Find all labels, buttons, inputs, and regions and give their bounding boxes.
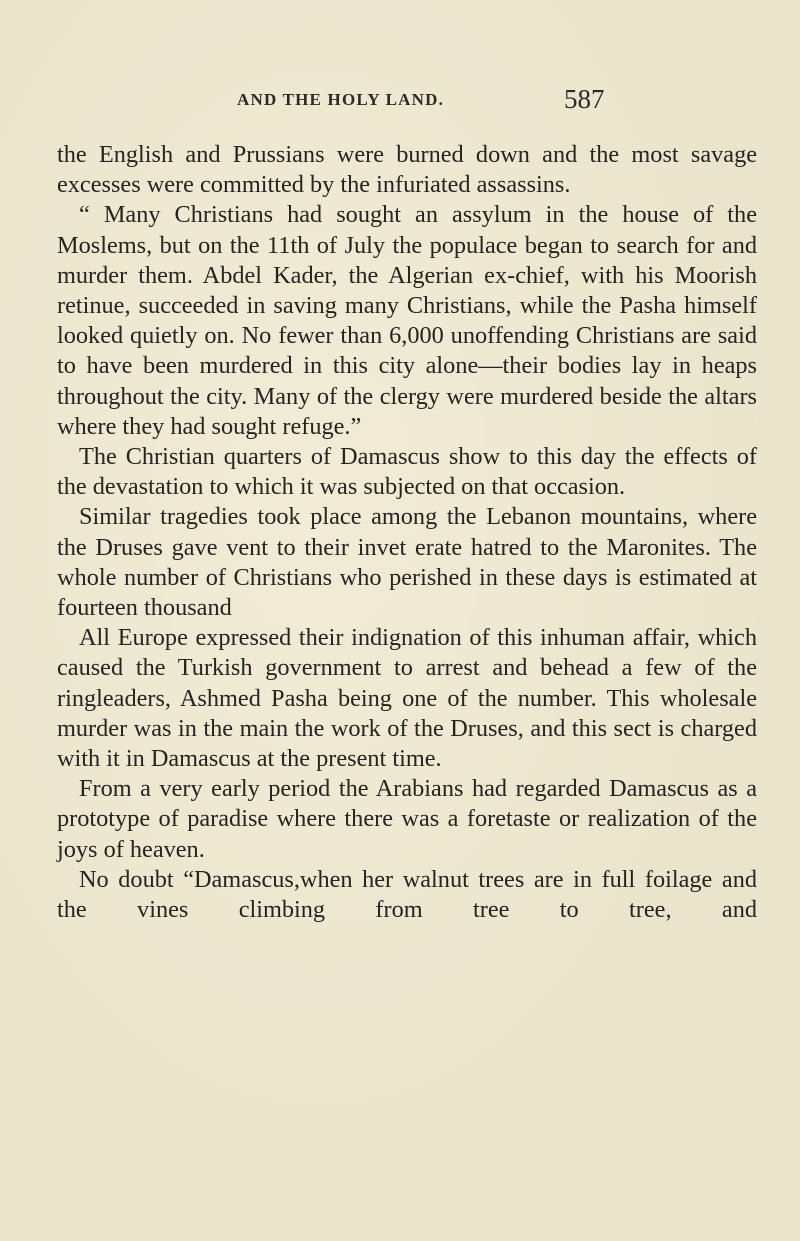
running-head: [0, 84, 800, 114]
body-text: [57, 140, 757, 925]
paragraph-7: No doubt “Damascus,when her walnut trees are in full foilage and the vines climbing from tree to tree, and: [57, 865, 757, 924]
paragraph-1: the English and Prussians were burned down and the most savage excesses were committed by the infuriated assassins.: [57, 141, 757, 199]
paragraph-5: All Europe expressed their indignation of this inhuman affair, which caused the Turkish government to arrest and behead a few of the ringleaders, Ashmed Pasha being one of the number. This wholesale murder was in the main the work of the Druses, and this sect is charged with it in Damascus at the present time.: [57, 624, 757, 773]
paragraph-2: “ Many Christians had sought an assylum in the house of the Moslems, but on the 11th of July the populace began to search for and murder them. Abdel Kader, the Algerian ex-chief, with his Moorish retinue, succeeded in saving many Christians, while the Pasha himself looked quietly on. No fewer than 6,000 unoffending Christians are said to have been murdered in this city alone—their bodies lay in heaps throughout the city. Many of the clergy were murdered beside the altars where they had sought refuge.”: [57, 201, 757, 440]
paragraph-6: From a very early period the Arabians had regarded Damascus as a prototype of paradise where there was a foretaste or realization of the joys of heaven.: [57, 775, 757, 863]
page-number: 587: [564, 84, 605, 114]
paragraph-3: The Christian quarters of Damascus show to this day the effects of the devastation to which it was subjected on that occasion.: [57, 443, 757, 501]
running-title: AND THE HOLY LAND.: [237, 90, 445, 109]
paragraph-4: Similar tragedies took place among the Lebanon mountains, where the Druses gave vent to their invet erate hatred to the Maronites. The whole number of Christians who perished in these days is estimated at fourteen thousand: [57, 503, 757, 622]
